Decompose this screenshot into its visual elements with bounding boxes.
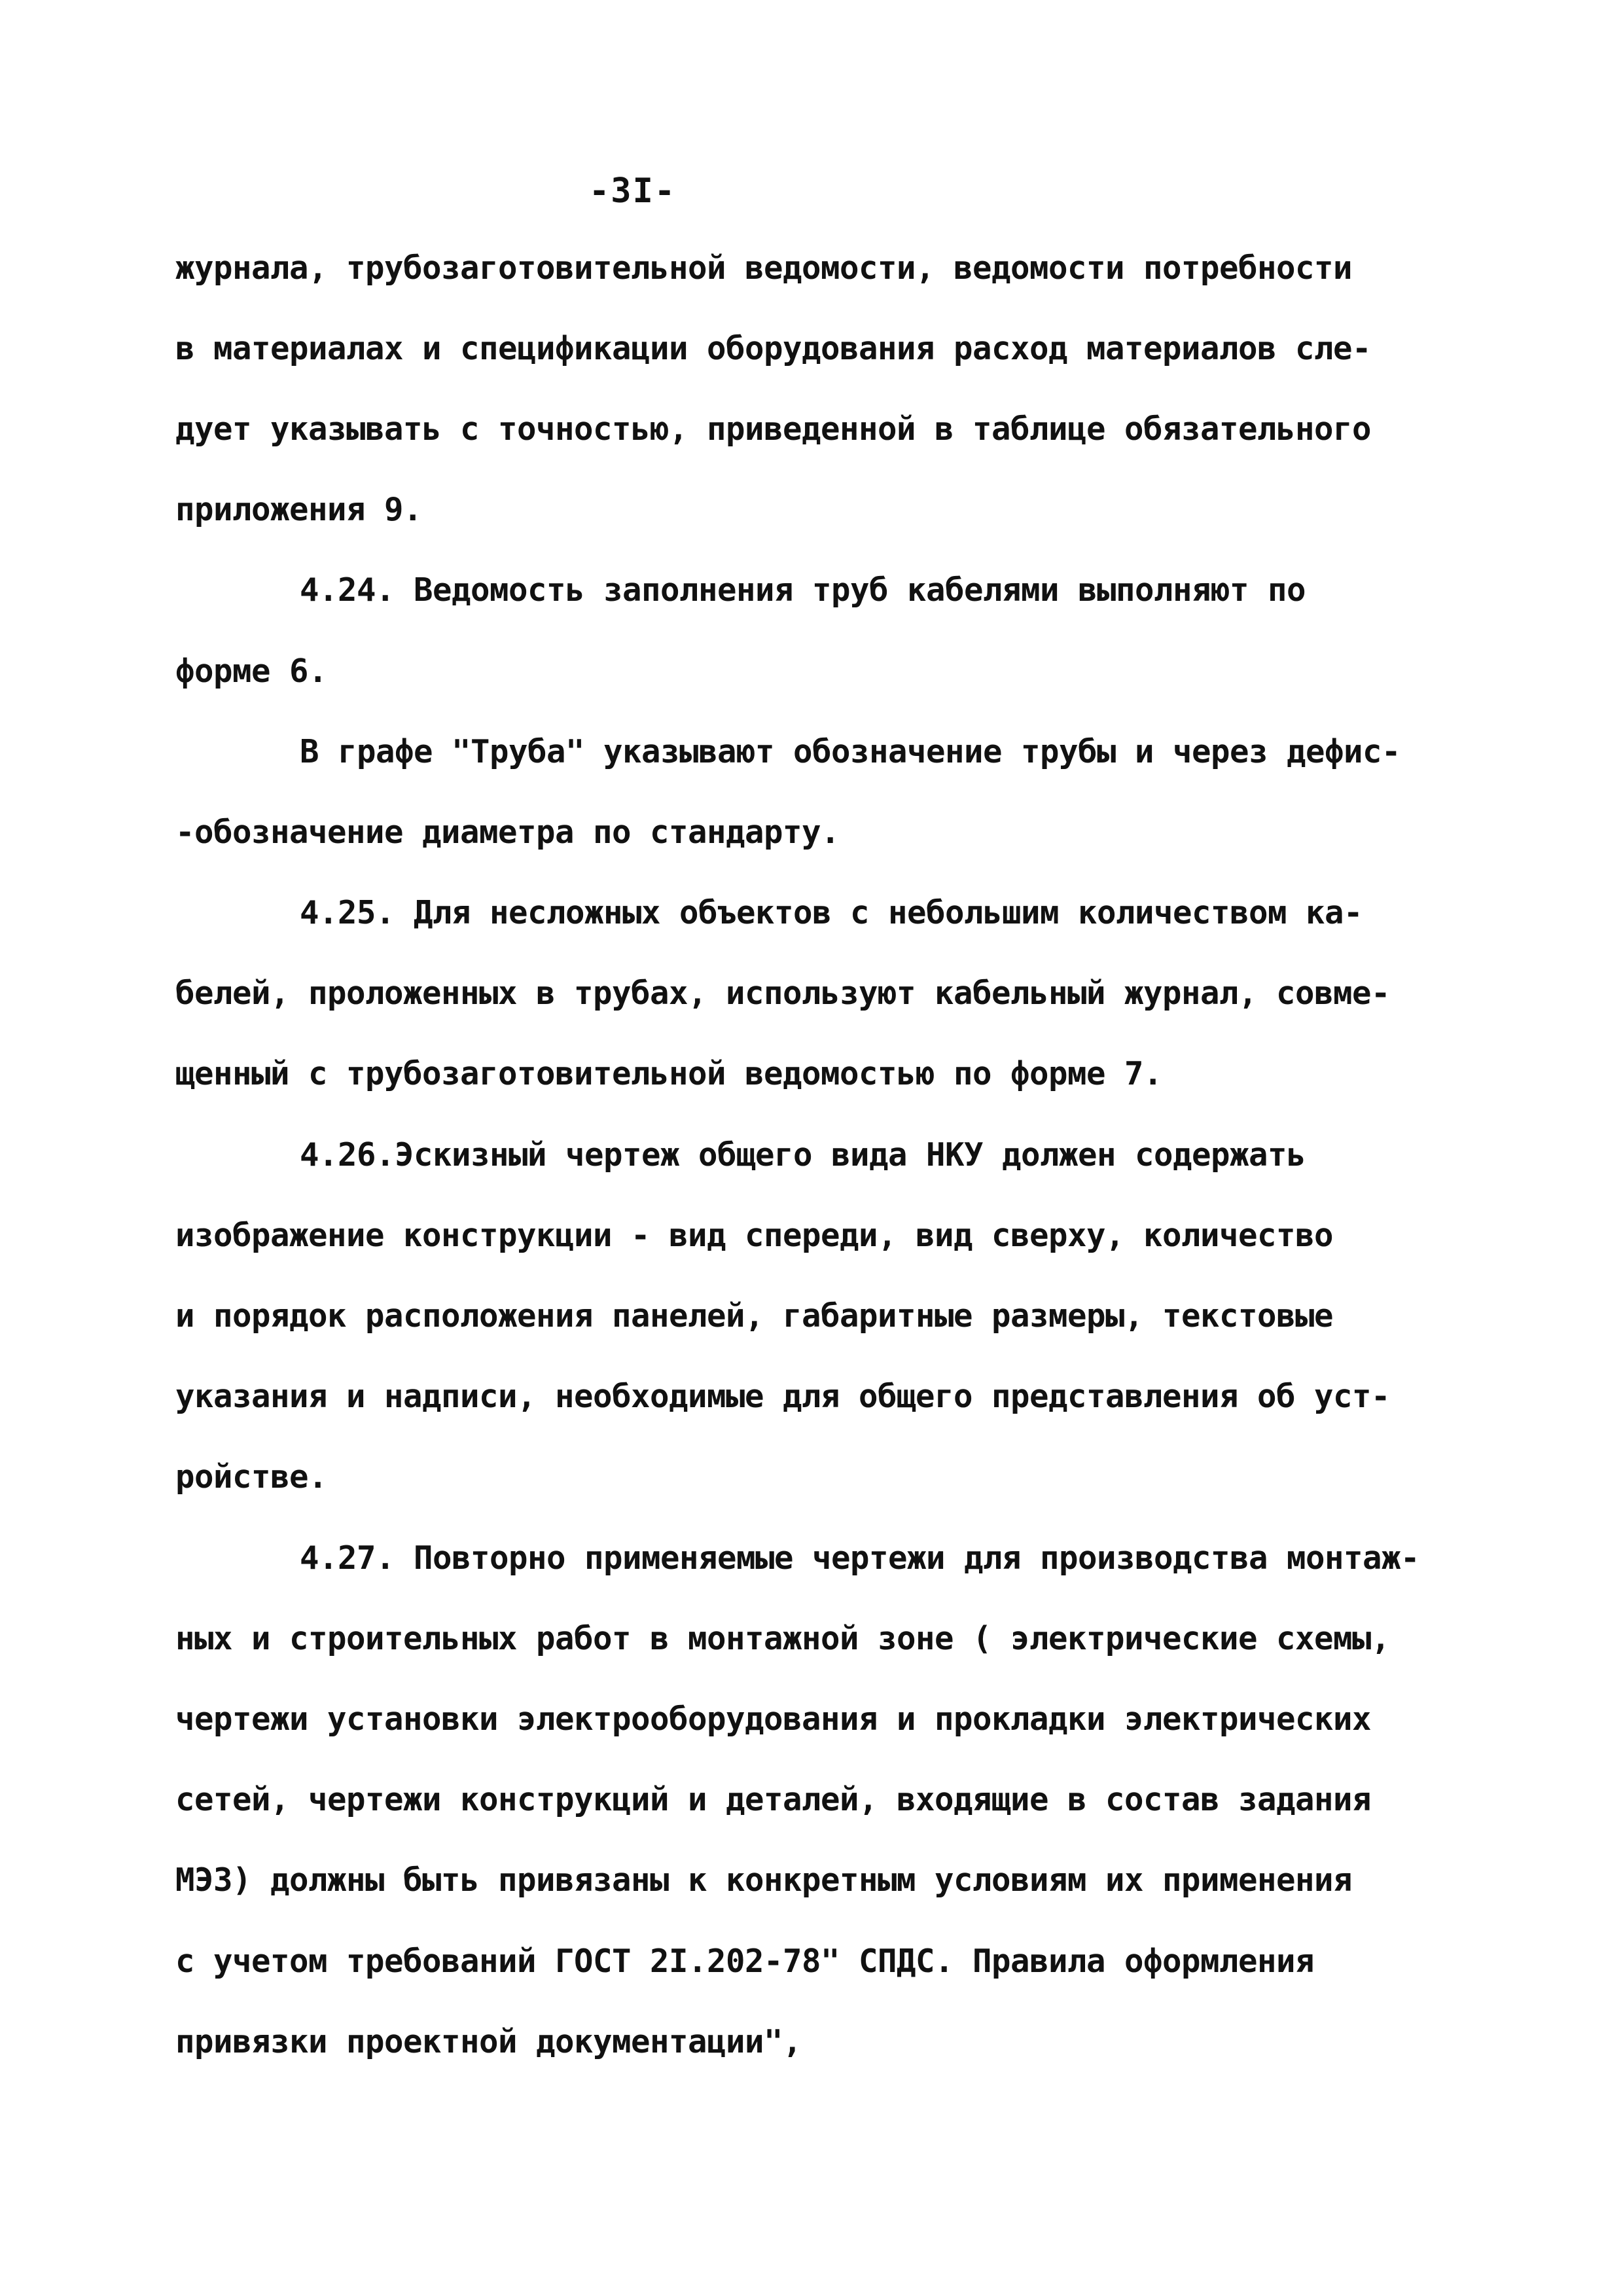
text-line: и порядок расположения панелей, габаритные размеры, текстовые [175,1297,1334,1335]
text-line: ройстве. [175,1458,328,1496]
text-line: -обозначение диаметра по стандарту. [175,814,840,851]
text-line: изображение конструкции - вид спереди, вид сверху, количество [175,1217,1334,1254]
text-line: 4.24. Ведомость заполнения труб кабелями выполняют по [300,571,1306,609]
page-number: -3I- [589,171,677,211]
text-line: чертежи установки электрооборудования и прокладки электрических [175,1700,1372,1738]
text-line: В графе "Труба" указывают обозначение трубы и через дефис- [300,733,1401,770]
text-line: 4.27. Повторно применяемые чертежи для производства монтаж- [300,1539,1420,1577]
text-line: журнала, трубозаготовительной ведомости, ведомости потребности [175,249,1353,287]
text-line: 4.25. Для несложных объектов с небольшим количеством ка- [300,894,1363,931]
text-line: форме 6. [175,653,328,690]
text-line: дует указывать с точностью, приведенной в таблице обязательного [175,410,1372,448]
text-line: указания и надписи, необходимые для общего представления об уст- [175,1378,1391,1415]
text-line: в материалах и спецификации оборудования расход материалов сле- [175,330,1372,367]
text-line: щенный с трубозаготовительной ведомостью по форме 7. [175,1055,1163,1092]
text-line: ных и строительных работ в монтажной зоне ( электрические схемы, [175,1620,1391,1657]
text-line: с учетом требований ГОСТ 2I.202-78" СПДС. Правила оформления [175,1943,1315,1980]
text-line: приложения 9. [175,491,423,528]
text-line: сетей, чертежи конструкций и деталей, входящие в состав задания [175,1781,1372,1818]
text-line: белей, проложенных в трубах, используют кабельный журнал, совме- [175,975,1391,1012]
text-line: 4.26.Эскизный чертеж общего вида НКУ должен содержать [300,1136,1306,1174]
text-line: МЭЗ) должны быть привязаны к конкретным условиям их применения [175,1861,1353,1899]
text-line: привязки проектной документации", [175,2023,802,2060]
